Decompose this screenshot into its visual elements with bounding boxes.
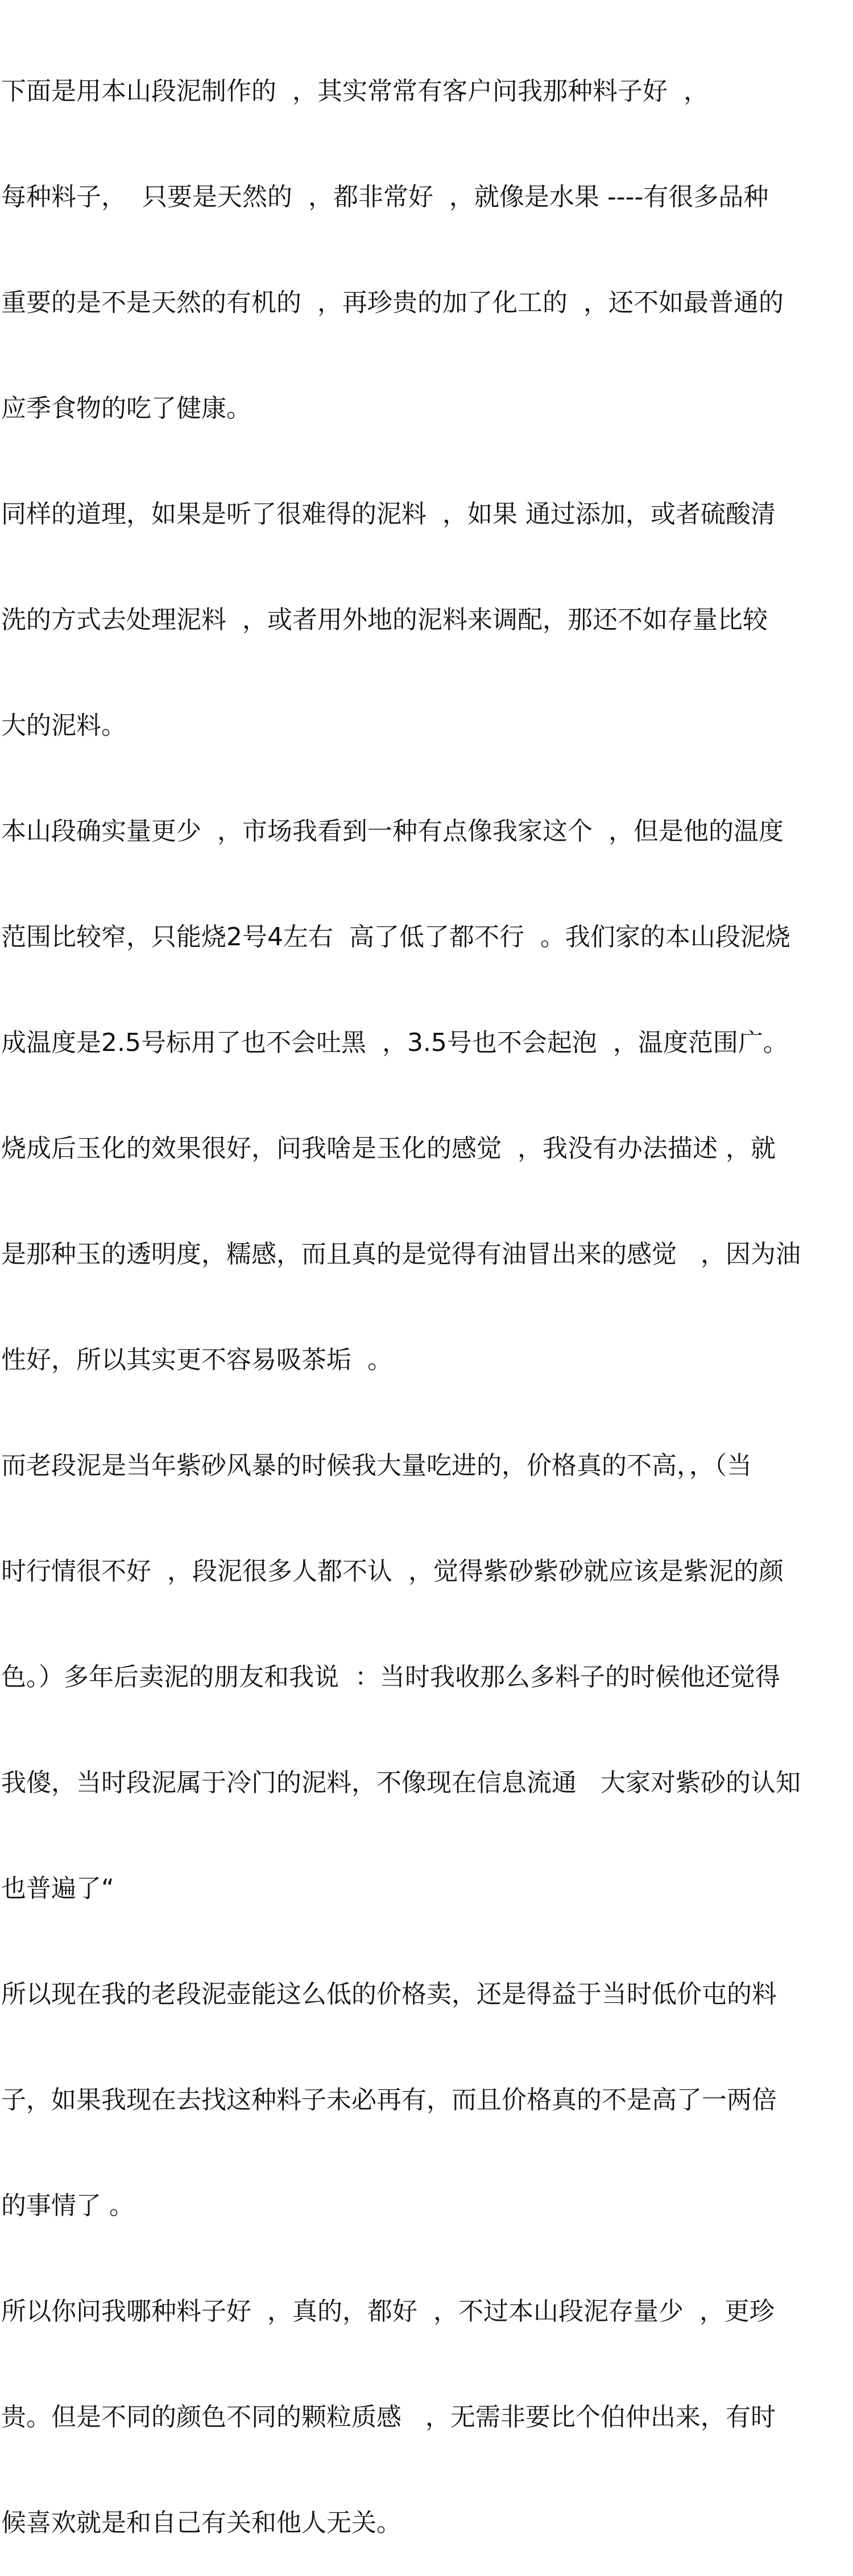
text-line: 每种料子， 只要是天然的 ，都非常好 ，就像是水果 ----有很多品种 [1,182,769,211]
text-line: 贵。但是不同的颜色不同的颗粒质感 ，无需非要比个伯仲出来，有时 [1,2403,776,2432]
document-body [1,3,852,2576]
text-line: 我傻，当时段泥属于冷门的泥料，不像现在信息流通 大家对紫砂的认知 [1,1768,801,1797]
text-line: 同样的道理，如果是听了很难得的泥料 ，如果 通过添加，或者硫酸清 [1,500,776,529]
text-line: 范围比较窄，只能烧2号4左右 高了低了都不行 。我们家的本山段泥烧 [1,923,790,952]
text-line: 而老段泥是当年紫砂风暴的时候我大量吃进的，价格真的不高，，（当 [1,1451,752,1480]
text-line: 是那种玉的透明度，糯感，而且真的是觉得有油冒出来的感觉 ，因为油 [1,1240,801,1269]
text-line: 色。）多年后卖泥的朋友和我说 ：当时我收那么多料子的时候他还觉得 [1,1663,780,1692]
text-line: 也普遍了“ [1,1874,114,1903]
text-line: 烧成后玉化的效果很好，问我啥是玉化的感觉 ，我没有办法描述 ，就 [1,1134,776,1163]
text-line: 候喜欢就是和自己有关和他人无关。 [1,2508,401,2537]
text-line: 性好，所以其实更不容易吸茶垢 。 [1,1345,392,1374]
text-line: 应季食物的吃了健康。 [1,394,251,423]
text-line: 所以你问我哪种料子好 ，真的，都好 ，不过本山段泥存量少 ，更珍 [1,2297,775,2326]
text-line: 洗的方式去处理泥料 ，或者用外地的泥料来调配，那还不如存量比较 [1,605,768,634]
text-line: 的事情了 。 [1,2191,134,2220]
text-line: 子，如果我现在去找这种料子未必再有，而且价格真的不是高了一两倍 [1,2085,777,2114]
text-line: 大的泥料。 [1,711,126,740]
text-line: 成温度是2.5号标用了也不会吐黑 ，3.5号也不会起泡 ，温度范围广。 [1,1028,788,1057]
text-line: 时行情很不好 ，段泥很多人都不认 ，觉得紫砂紫砂就应该是紫泥的颜 [1,1557,784,1586]
text-line: 所以现在我的老段泥壶能这么低的价格卖，还是得益于当时低价屯的料 [1,1980,777,2009]
text-line: 重要的是不是天然的有机的 ，再珍贵的加了化工的 ，还不如最普通的 [1,288,784,317]
text-line: 本山段确实量更少 ，市场我看到一种有点像我家这个 ，但是他的温度 [1,817,784,846]
text-line: 下面是用本山段泥制作的 ，其实常常有客户问我那种料子好 ， [1,77,709,106]
